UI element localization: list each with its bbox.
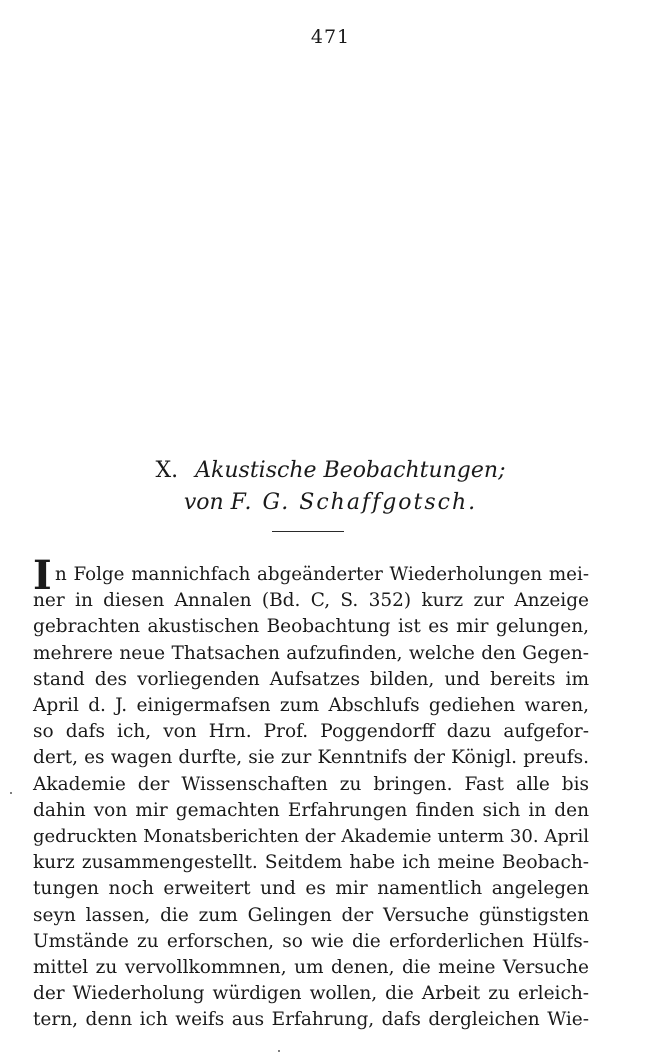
text-line: stand des vorliegenden Aufsatzes bilden, und bereits im — [33, 668, 589, 690]
text-line: tungen noch erweitert und es mir namentlich angelegen — [33, 878, 589, 900]
scan-speck — [10, 792, 12, 794]
body-paragraph — [33, 562, 589, 1034]
heading-title: Akustische Beobachtungen; — [195, 458, 506, 483]
heading-numeral: X. — [155, 458, 179, 483]
article-heading — [0, 455, 661, 519]
text-line: dahin von mir gemachten Erfahrungen finden sich in den — [33, 799, 589, 821]
page-number: 471 — [310, 26, 351, 48]
heading-divider — [272, 531, 344, 532]
heading-author: F. G. Schaffgotsch. — [230, 490, 478, 515]
text-line: gedruckten Monatsberichten der Akademie unterm 30. April — [33, 826, 589, 848]
text-line: der Wiederholung würdigen wollen, die Arbeit zu erleich- — [33, 983, 589, 1005]
text-line: April d. J. einigermafsen zum Abschlufs gediehen waren, — [33, 695, 589, 717]
scan-speck — [278, 1050, 280, 1052]
text-line: Akademie der Wissenschaften zu bringen. Fast alle bis — [33, 773, 589, 795]
text-line: ner in diesen Annalen (Bd. C, S. 352) kurz zur Anzeige — [33, 590, 589, 612]
text-line: mehrere neue Thatsachen aufzufinden, welche den Gegen- — [33, 642, 589, 664]
text-line: seyn lassen, die zum Gelingen der Versuche günstigsten — [33, 904, 589, 926]
text-line: n Folge mannichfach abgeänderter Wiederholungen mei- — [55, 564, 589, 585]
heading-author-line — [0, 487, 661, 519]
text-line: mittel zu vervollkommnen, um denen, die meine Versuche — [33, 957, 589, 979]
initial-letter: I — [33, 552, 52, 599]
text-line: so dafs ich, von Hrn. Prof. Poggendorff dazu aufgefor- — [33, 721, 589, 743]
heading-author-prefix: von — [183, 490, 224, 515]
text-line: dert, es wagen durfte, sie zur Kenntnifs der Königl. preufs. — [33, 747, 589, 769]
text-line: Umstände zu erforschen, so wie die erforderlichen Hülfs- — [33, 930, 589, 952]
heading-title-line — [0, 455, 661, 487]
text-line: tern, denn ich weifs aus Erfahrung, dafs dergleichen Wie- — [33, 1009, 589, 1031]
text-line: gebrachten akustischen Beobachtung ist es mir gelungen, — [33, 616, 589, 638]
text-line: kurz zusammengestellt. Seitdem habe ich meine Beobach- — [33, 852, 589, 874]
